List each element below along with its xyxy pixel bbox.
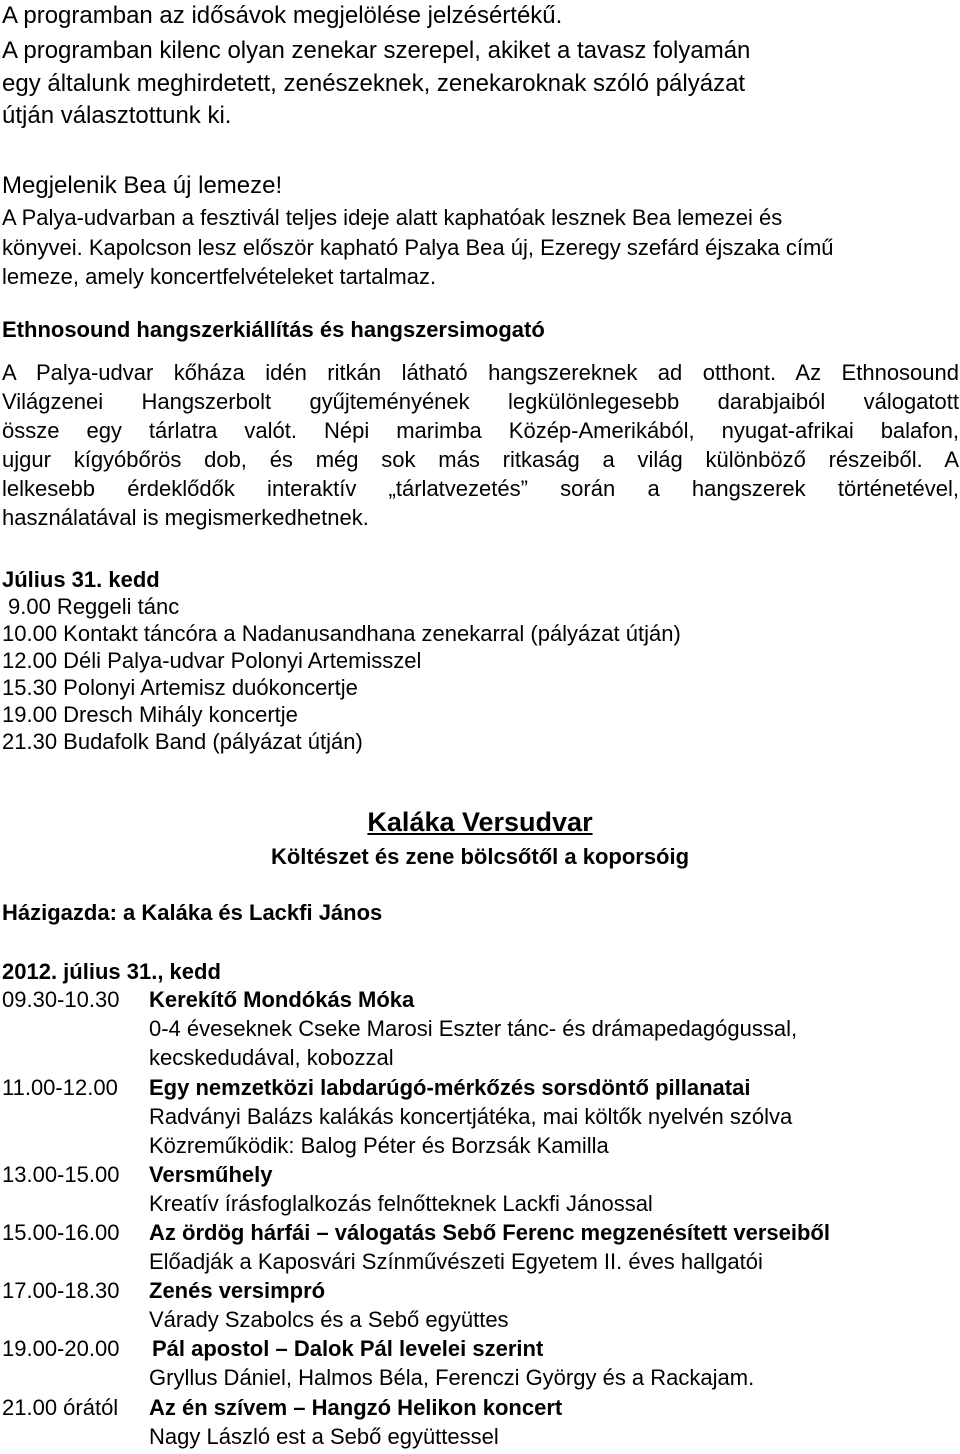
- schedule-item: 9.00 Reggeli tánc: [8, 594, 180, 619]
- intro-line-1: A programban az idősávok megjelölése jelzésértékű.: [2, 2, 563, 29]
- program-detail: kecskedudával, kobozzal: [149, 1045, 394, 1070]
- intro-line-2: A programban kilenc olyan zenekar szerepel, akiket a tavasz folyamán: [2, 37, 751, 64]
- kalaka-subtitle: Költészet és zene bölcsőtől a koporsóig: [270, 844, 690, 869]
- schedule-item: 21.30 Budafolk Band (pályázat útján): [2, 729, 363, 754]
- program-title: Versműhely: [149, 1162, 273, 1187]
- program-time: 09.30-10.30: [2, 987, 120, 1012]
- schedule-item: 19.00 Dresch Mihály koncertje: [2, 702, 298, 727]
- ethnosound-heading: Ethnosound hangszerkiállítás és hangszersimogató: [2, 317, 545, 342]
- bea-paragraph-line-2: könyvei. Kapolcson lesz először kapható Palya Bea új, Ezeregy szefárd éjszaka című: [2, 235, 834, 260]
- bea-paragraph-line-3: lemeze, amely koncertfelvételeket tartalmaz.: [2, 264, 437, 289]
- program-title: Pál apostol – Dalok Pál levelei szerint: [152, 1336, 544, 1361]
- program-title: Kerekítő Mondókás Móka: [149, 987, 415, 1012]
- program-title: Egy nemzetközi labdarúgó-mérkőzés sorsdöntő pillanatai: [149, 1075, 751, 1100]
- intro-line-4: útján választottunk ki.: [2, 102, 232, 129]
- schedule-item: 15.30 Polonyi Artemisz duókoncertje: [2, 675, 358, 700]
- program-title: Az én szívem – Hangzó Helikon koncert: [149, 1395, 563, 1420]
- program-detail: Előadják a Kaposvári Színművészeti Egyetem II. éves hallgatói: [149, 1249, 763, 1274]
- program-time: 19.00-20.00: [2, 1336, 120, 1361]
- bea-paragraph-line-1: A Palya-udvarban a fesztivál teljes ideje alatt kaphatóak lesznek Bea lemezei és: [2, 205, 783, 230]
- program-detail: Várady Szabolcs és a Sebő együttes: [149, 1307, 509, 1332]
- program-time: 21.00 órától: [2, 1395, 119, 1420]
- program-time: 15.00-16.00: [2, 1220, 120, 1245]
- program-detail: Kreatív írásfoglalkozás felnőtteknek Lackfi Jánossal: [149, 1191, 653, 1216]
- ethnosound-line-6: használatával is megismerkedhetnek.: [2, 505, 369, 530]
- kalaka-title: Kaláka Versudvar: [367, 807, 593, 837]
- schedule-item: 12.00 Déli Palya-udvar Polonyi Artemisszel: [2, 648, 422, 673]
- ethnosound-line-5: lelkesebb érdeklődők interaktív „tárlatvezetés” során a hangszerek történetével,: [2, 476, 959, 501]
- program-title: Az ördög hárfái – válogatás Sebő Ferenc megzenésített verseiből: [149, 1220, 830, 1245]
- intro-line-3: egy általunk meghirdetett, zenészeknek, zenekaroknak szóló pályázat: [2, 70, 746, 97]
- program-time: 17.00-18.30: [2, 1278, 120, 1303]
- ethnosound-line-1: A Palya-udvar kőháza idén ritkán látható hangszereknek ad otthont. Az Ethnosound: [2, 360, 959, 385]
- program-detail: Radványi Balázs kalákás koncertjátéka, mai költők nyelvén szólva: [149, 1104, 793, 1129]
- program-detail: Közreműködik: Balog Péter és Borzsák Kamilla: [149, 1133, 609, 1158]
- program-time: 11.00-12.00: [2, 1075, 118, 1100]
- kalaka-host: Házigazda: a Kaláka és Lackfi János: [2, 900, 383, 925]
- program-title: Zenés versimpró: [149, 1278, 326, 1303]
- schedule-item: 10.00 Kontakt táncóra a Nadanusandhana zenekarral (pályázat útján): [2, 621, 681, 646]
- program-detail: 0-4 éveseknek Cseke Marosi Eszter tánc- és drámapedagógussal,: [149, 1016, 798, 1041]
- ethnosound-line-3: össze egy tárlatra valót. Népi marimba Közép-Amerikából, nyugat-afrikai balafon,: [2, 418, 959, 443]
- ethnosound-line-4: ujgur kígyóbőrös dob, és még sok más ritkaság a világ különböző részeiből. A: [2, 447, 959, 472]
- program-detail: Gryllus Dániel, Halmos Béla, Ferenczi György és a Rackajam.: [149, 1365, 755, 1390]
- schedule-date: Július 31. kedd: [2, 567, 160, 592]
- bea-heading: Megjelenik Bea új lemeze!: [2, 172, 283, 199]
- kalaka-date: [2, 957, 221, 986]
- ethnosound-line-2: Világzenei Hangszerbolt gyűjteményének legkülönlegesebb darabjaiból válogatott: [2, 389, 959, 414]
- program-detail: Nagy László est a Sebő együttessel: [149, 1424, 499, 1449]
- program-time: 13.00-15.00: [2, 1162, 120, 1187]
- kalaka-date-rest: , kedd: [157, 959, 221, 984]
- kalaka-date-bold: 2012. július 31.: [2, 959, 158, 984]
